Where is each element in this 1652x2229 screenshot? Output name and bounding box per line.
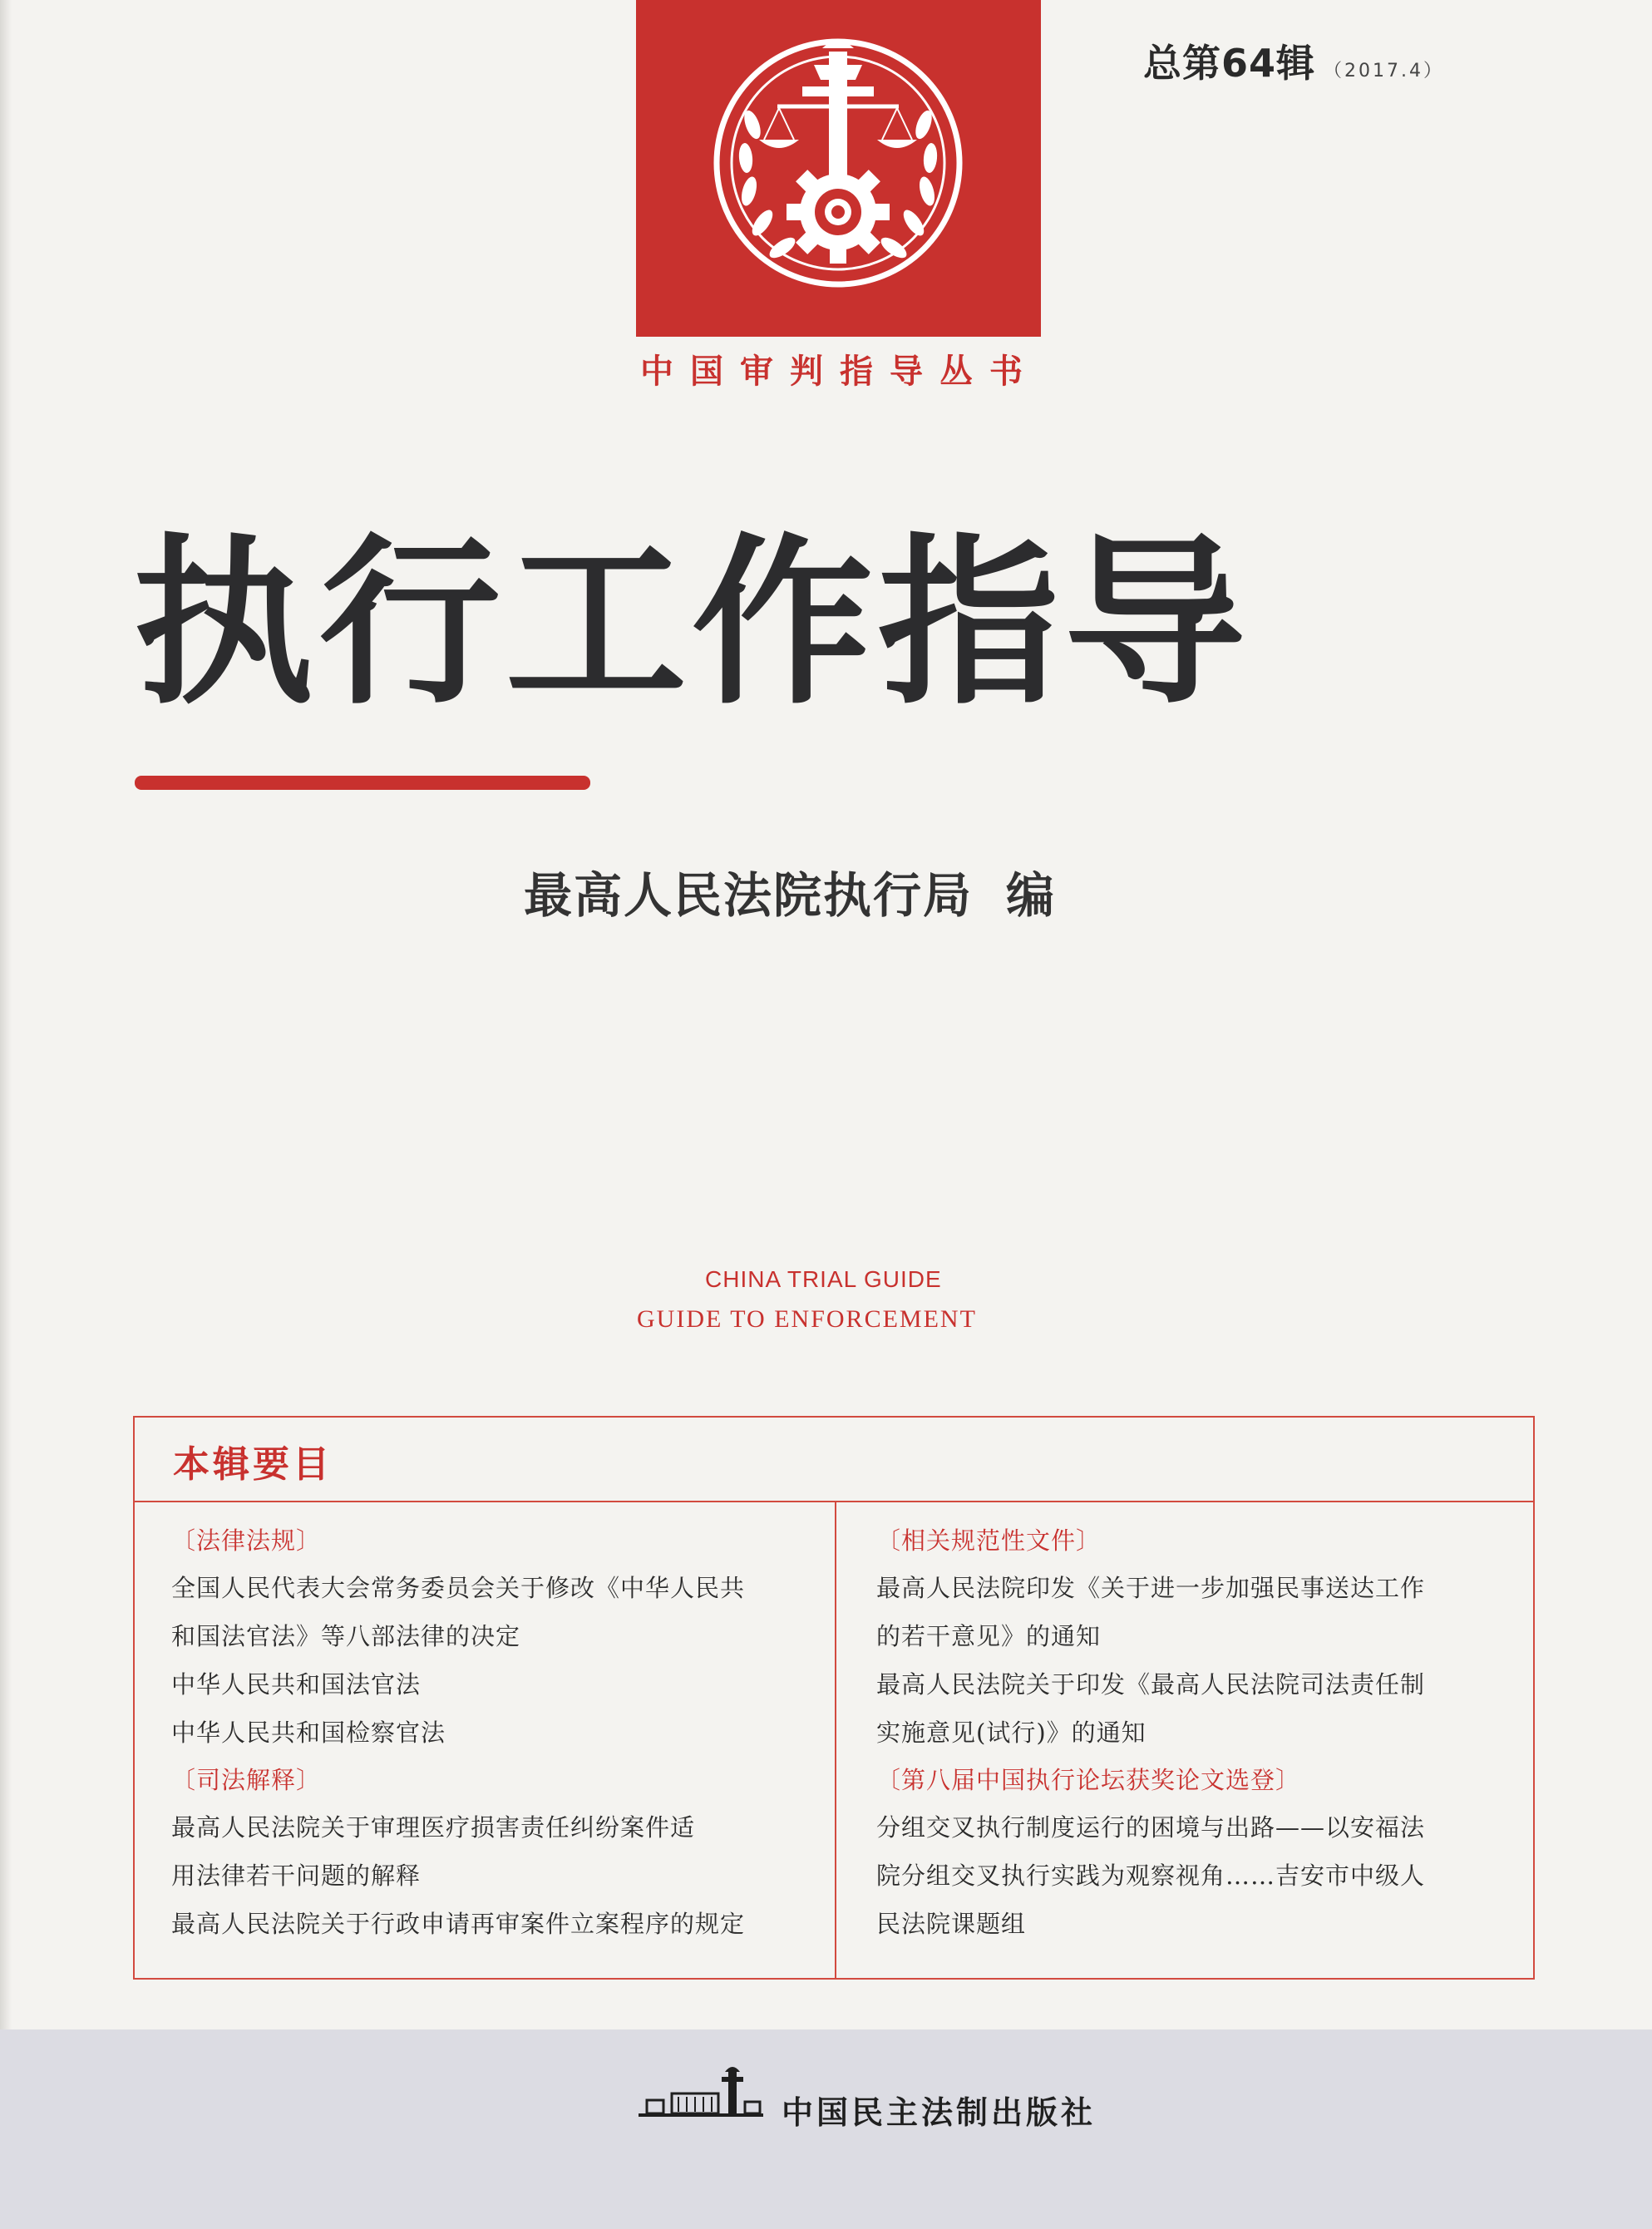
publisher-logo-icon: [639, 2060, 772, 2130]
publisher-name: 中国民主法制出版社: [782, 2093, 1097, 2131]
contents-item: 实施意见(试行)》的通知: [876, 1719, 1147, 1747]
contents-item: 最高人民法院关于行政申请再审案件立案程序的规定: [171, 1910, 746, 1938]
contents-item: 最高人民法院印发《关于进一步加强民事送达工作: [876, 1574, 1426, 1602]
cover-edge-shadow: [0, 0, 12, 2229]
contents-box: [133, 1416, 1535, 1980]
contents-item: 分组交叉执行制度运行的困境与出路——以安福法: [876, 1813, 1426, 1842]
contents-item: 最高人民法院关于印发《最高人民法院司法责任制: [876, 1670, 1426, 1699]
section-heading: 〔第八届中国执行论坛获奖论文选登〕: [876, 1766, 1301, 1794]
contents-item: 和国法官法》等八部法律的决定: [171, 1622, 521, 1650]
contents-item: 全国人民代表大会常务委员会关于修改《中华人民共: [171, 1574, 746, 1602]
contents-header: [135, 1418, 1533, 1502]
contents-item: 中华人民共和国法官法: [171, 1670, 422, 1699]
contents-item: 院分组交叉执行实践为观察视角……吉安市中级人: [876, 1862, 1426, 1890]
book-title: 执行工作指导: [133, 516, 1250, 729]
contents-item: 最高人民法院关于审理医疗损害责任纠纷案件适: [171, 1813, 696, 1842]
contents-item: 民法院课题组: [876, 1910, 1027, 1938]
section-heading: 〔司法解释〕: [171, 1766, 322, 1794]
contents-right-column: [876, 1517, 1516, 1948]
contents-title: 本辑要目: [173, 1443, 333, 1486]
contents-item: 中华人民共和国检察官法: [171, 1719, 446, 1747]
issue-number: [1143, 33, 1444, 88]
section-heading: 〔相关规范性文件〕: [876, 1526, 1102, 1555]
issue-date: （2017.4）: [1324, 61, 1444, 81]
issue-main: 总第64辑: [1143, 41, 1316, 86]
court-emblem-icon: [636, 0, 1041, 337]
english-title: GUIDE TO ENFORCEMENT: [637, 1305, 977, 1333]
series-name: 中国审判指导丛书: [640, 353, 1039, 391]
column-divider: [835, 1502, 836, 1980]
contents-item: 的若干意见》的通知: [876, 1622, 1102, 1650]
english-series: CHINA TRIAL GUIDE: [705, 1266, 942, 1292]
section-heading: 〔法律法规〕: [171, 1526, 322, 1555]
title-underline: [135, 776, 590, 790]
contents-left-column: [171, 1517, 811, 1948]
editor-suffix: 编: [1006, 867, 1057, 924]
contents-item: 用法律若干问题的解释: [171, 1862, 422, 1890]
editor-org: 最高人民法院执行局: [524, 867, 974, 924]
editor-line: [524, 856, 1056, 926]
